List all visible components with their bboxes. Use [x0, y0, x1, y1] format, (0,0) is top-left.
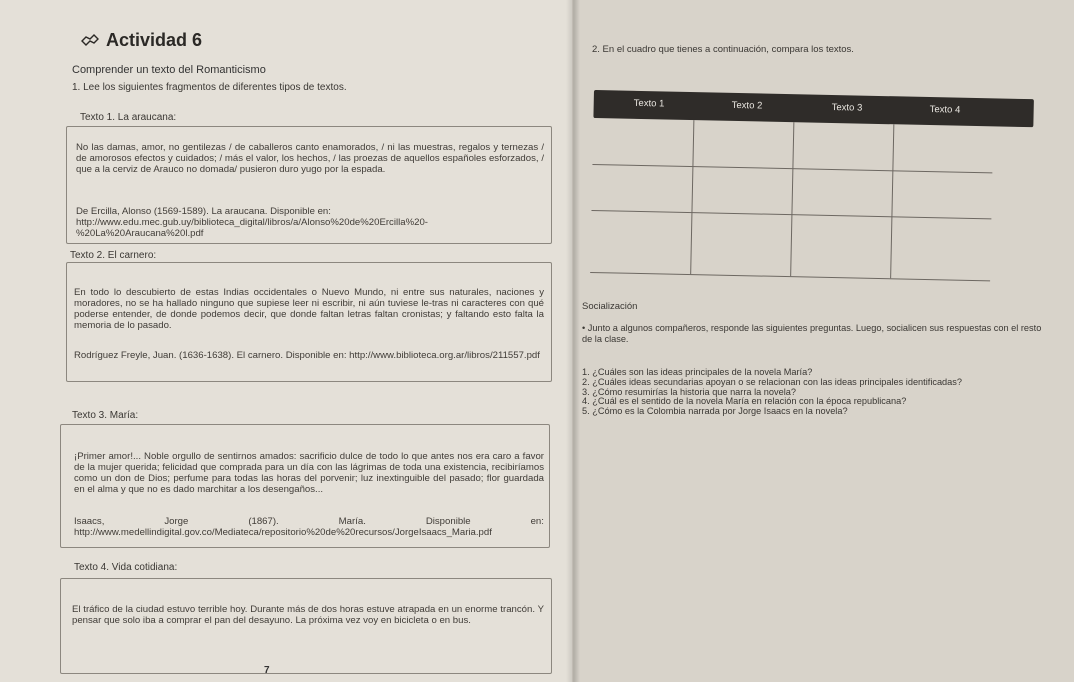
text-4-box	[60, 578, 552, 674]
text-4-heading: Texto 4. Vida cotidiana:	[74, 562, 178, 573]
text-2-heading: Texto 2. El carnero:	[70, 250, 157, 261]
citation-url: http://www.medellindigital.gov.co/Mediateca/repositorio%20de%20recursos/JorgeIsaacs_Maria.pdf	[74, 527, 492, 538]
text-1-heading: Texto 1. La araucana:	[80, 112, 177, 123]
text-3-heading: Texto 3. María:	[72, 410, 139, 421]
question-item: 5. ¿Cómo es la Colombia narrada por Jorge Isaacs en la novela?	[582, 406, 848, 417]
puzzle-icon	[80, 33, 100, 49]
citation-title: María.	[338, 516, 366, 527]
text-1-body: No las damas, amor, no gentilezas / de caballeros canto enamorados, / ni las muestras, regalos y ternezas / de amorosos efectos y cuidados; / más el valor, los hechos, / las proezas de aquellos españoles esforzados, / que a la cerviz de Arauco no domada/ pusieron duro yugo por la espada.	[76, 142, 544, 175]
question-item: 4. ¿Cuál es el sentido de la novela María en relación con la época republicana?	[582, 396, 907, 407]
table-col-divider	[690, 120, 694, 274]
text-3-body: ¡Primer amor!... Noble orgullo de sentirnos amados: sacrificio dulce de todo lo que antes nos era caro a favor de la mujer querida; felicidad que comprada para un día con las lágrimas de toda una existencia, recibiríamos como un don de Dios; perfume para todas las horas del porvenir; luz inextinguible del pasado; flor guardada en el alma y que no es dado marchitar a los desengaños...	[74, 451, 544, 495]
text-4-body: El tráfico de la ciudad estuvo terrible hoy. Durante más de dos horas estuve atrapada en un enorme trancón. Y pensar que solo iba a comprar el pan del desayuno. La próxima vez voy en bicicleta o en bus.	[72, 604, 544, 626]
header-texto-2: Texto 2	[731, 99, 763, 112]
header-texto-3: Texto 3	[831, 101, 863, 114]
instruction-1: 1. Lee los siguientes fragmentos de diferentes tipos de textos.	[72, 82, 347, 93]
activity-header	[80, 30, 202, 51]
question-item: 1. ¿Cuáles son las ideas principales de la novela María?	[582, 367, 813, 377]
question-item: 3. ¿Cómo resumirías la historia que narra la novela?	[582, 386, 796, 397]
text-3-citation	[74, 516, 544, 538]
table-col-divider	[790, 122, 794, 276]
question-item: 2. ¿Cuáles ideas secundarias apoyan o se relacionan con las ideas principales identificadas?	[582, 376, 962, 387]
page-fold	[566, 0, 580, 682]
table-col-divider	[890, 124, 894, 278]
question-list	[582, 368, 1062, 417]
header-texto-1: Texto 1	[633, 97, 665, 110]
citation-author-first: Jorge	[164, 516, 189, 527]
activity-subtitle: Comprender un texto del Romanticismo	[72, 64, 266, 76]
header-texto-4: Texto 4	[929, 104, 961, 116]
text-2-citation: Rodríguez Freyle, Juan. (1636-1638). El carnero. Disponible en: http://www.biblioteca.org.ar/libros/211557.pdf	[74, 350, 540, 361]
text-2-body: En todo lo descubierto de estas Indias occidentales o Nuevo Mundo, ni entre sus naturales, naciones y moradores, no se ha hallado ninguno que supiese leer ni escribir, ni aún tuviese le-tras ni caracteres con qué poderse entender, de donde podemos decir, que donde faltan letras faltan cronistas; y faltando esto falta la memoria de lo pasado.	[74, 287, 544, 331]
citation-en: en:	[530, 516, 544, 527]
page-number: 7	[264, 665, 270, 676]
activity-title: Actividad 6	[106, 30, 203, 50]
socialization-instruction: • Junto a algunos compañeros, responde las siguientes preguntas. Luego, socialicen sus respuestas con el resto de la clase.	[582, 323, 1042, 344]
citation-available: Disponible	[425, 516, 471, 527]
citation-author-last: Isaacs,	[74, 516, 105, 527]
citation-year: (1867).	[248, 516, 279, 527]
instruction-2: 2. En el cuadro que tienes a continuación, compara los textos.	[592, 44, 854, 55]
text-1-citation: De Ercilla, Alonso (1569-1589). La araucana. Disponible en: http://www.edu.mec.gub.uy/biblioteca_digital/libros/a/Alonso%20de%20Ercilla%20-%20La%20Araucana%20l.pdf	[76, 206, 428, 239]
socialization-label: Socialización	[582, 301, 638, 312]
comparison-table	[590, 90, 1034, 281]
